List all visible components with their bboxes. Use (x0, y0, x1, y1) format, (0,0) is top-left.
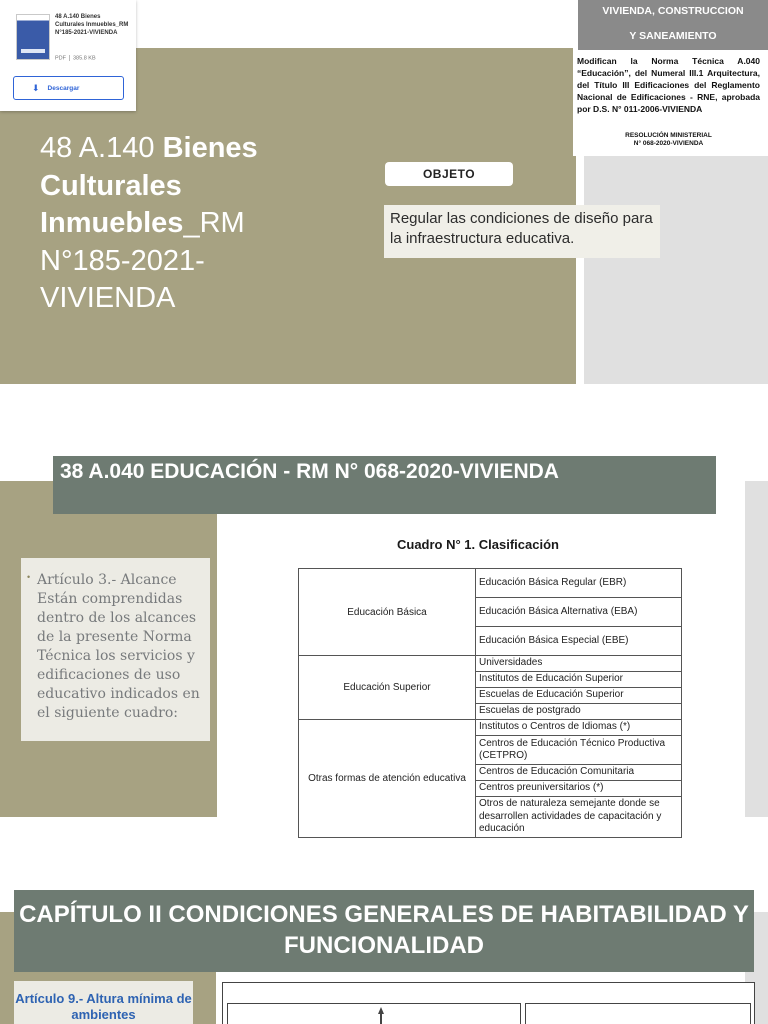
item-cell: Otros de naturaleza semejante donde se desarrollen actividades de capacitación y educación (476, 797, 682, 838)
clipping-body: Modifican la Norma Técnica A.040 “Educación”, del Numeral III.1 Arquitectura, del Título III Edificaciones del Reglamento Nacional de Edificaciones - RNE, aprobada por D.S. N° 011-2006-VIVIENDA (577, 56, 760, 114)
article-text: Artículo 3.- Alcance Están comprendidas dentro de los alcances de la presente Norma Técnica los servicios y edificaciones de uso educativo indicados en el siguiente cuadro: (37, 572, 200, 721)
group-cell: Otras formas de atención educativa (299, 720, 476, 838)
item-cell: Educación Básica Alternativa (EBA) (476, 598, 682, 627)
diagram-room-left (227, 1003, 521, 1024)
item-cell: Centros preuniversitarios (*) (476, 781, 682, 797)
download-label: Descargar (47, 84, 80, 92)
slide2-header: 38 A.040 EDUCACIÓN - RM N° 068-2020-VIVIENDA (53, 456, 716, 514)
group-cell: Educación Superior (299, 656, 476, 720)
file-type: PDF (55, 55, 66, 62)
bullet-icon: • (27, 572, 31, 582)
table-row (299, 569, 682, 598)
clipping-res-line2: N° 068-2020-VIVIENDA (633, 140, 704, 147)
item-cell: Institutos de Educación Superior (476, 672, 682, 688)
clipping-header (578, 0, 768, 50)
item-cell: Universidades (476, 656, 682, 672)
clipping-header-line2: Y SANEAMIENTO (629, 30, 717, 42)
item-cell: Centros de Educación Comunitaria (476, 765, 682, 781)
arrow-stem (380, 1013, 382, 1024)
clipping-res-line1: RESOLUCIÓN MINISTERIAL (625, 132, 712, 139)
clipping-resolution (577, 132, 760, 148)
slide1-title (40, 130, 280, 318)
article-box (21, 558, 210, 741)
item-cell: Educación Básica Regular (EBR) (476, 569, 682, 598)
item-cell: Escuelas de Educación Superior (476, 688, 682, 704)
table-row (299, 720, 682, 736)
file-name: 48 A.140 Bienes Culturales Inmuebles_RM N°185-2021-VIVIENDA (55, 14, 129, 36)
slide1-side-panel (584, 156, 768, 384)
file-meta (55, 55, 96, 61)
height-diagram (222, 982, 755, 1024)
item-cell: Institutos o Centros de Idiomas (*) (476, 720, 682, 736)
newspaper-clipping (573, 0, 768, 156)
item-cell: Educación Básica Especial (EBE) (476, 627, 682, 656)
meta-divider (69, 55, 70, 61)
title-number: 48 A.140 (40, 132, 163, 164)
item-cell: Escuelas de postgrado (476, 704, 682, 720)
classification-table (298, 568, 682, 838)
file-size: 385.8 KB (73, 55, 96, 62)
slide2-side-panel (745, 481, 768, 817)
cuadro-title: Cuadro N° 1. Clasificación (397, 537, 559, 552)
diagram-room-right (525, 1003, 751, 1024)
title-bold: Bienes Culturales Inmuebles (40, 132, 258, 239)
clipping-header-line1: VIVIENDA, CONSTRUCCION (602, 5, 744, 17)
item-cell: Centros de Educación Técnico Productiva (CETPRO) (476, 736, 682, 765)
objeto-label: OBJETO (385, 162, 513, 186)
table-row (299, 656, 682, 672)
group-cell: Educación Básica (299, 569, 476, 656)
file-card (0, 0, 136, 111)
objeto-text: Regular las condiciones de diseño para la infraestructura educativa. (384, 205, 660, 258)
download-icon: ⬇ (32, 82, 40, 93)
download-button[interactable] (13, 76, 124, 100)
title-rest: _RM N°185-2021-VIVIENDA (40, 207, 245, 314)
article9-box: Artículo 9.- Altura mínima de ambientes (14, 981, 193, 1024)
slide3-header: CAPÍTULO II CONDICIONES GENERALES DE HABITABILIDAD Y FUNCIONALIDAD (14, 890, 754, 972)
pdf-thumbnail (16, 14, 50, 60)
